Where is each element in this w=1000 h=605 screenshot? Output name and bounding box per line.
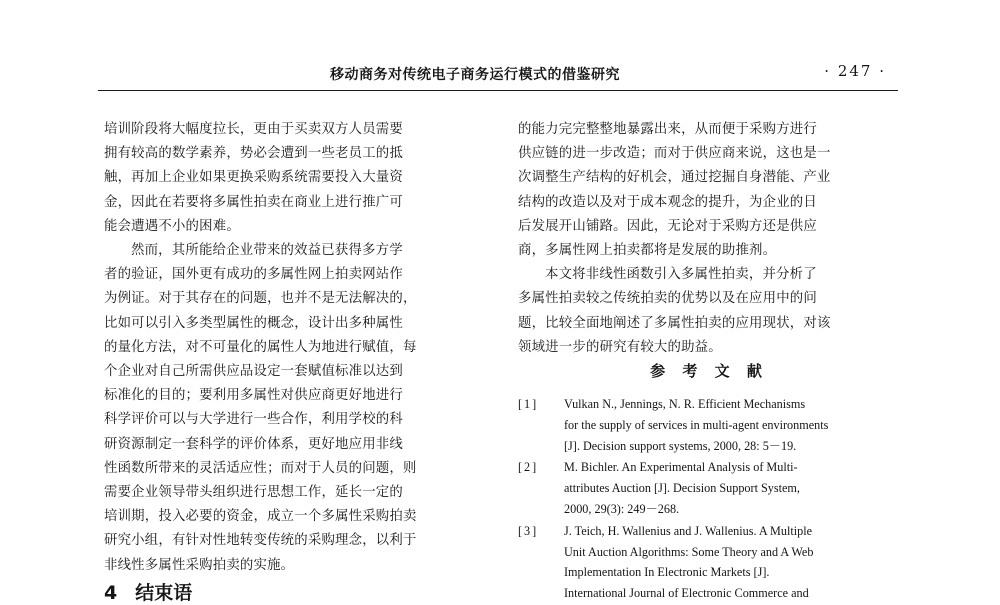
section-number: 4: [104, 582, 118, 604]
reference-line: M. Bichler. An Experimental Analysis of Multi-: [564, 460, 798, 475]
running-title: 移动商务对传统电子商务运行模式的借鉴研究: [330, 67, 620, 83]
left-paragraph-2: [104, 239, 482, 578]
text-line: 需要企业领导带头组织进行思想工作，延长一定的: [104, 485, 403, 501]
text-line: 次调整生产结构的好机会，通过挖掘自身潜能、产业: [518, 170, 831, 186]
text-line: 者的验证，国外更有成功的多属性网上拍卖网站作: [104, 267, 403, 283]
running-header: [98, 62, 898, 86]
text-line: 供应链的进一步改造；而对于供应商来说，这也是一: [518, 146, 831, 162]
references-heading: 参 考 文 献: [650, 362, 768, 380]
text-line: 比如可以引入多类型属性的概念，设计出多种属性: [104, 315, 403, 331]
section-title: 结束语: [135, 582, 193, 604]
right-paragraph-2: [518, 263, 900, 360]
text-line: 题，比较全面地阐述了多属性拍卖的应用现状，对该: [518, 315, 831, 331]
text-line: 的能力完完整整地暴露出来，从而便于采购方进行: [518, 122, 817, 137]
reference-line: for the supply of services in multi-agent environments: [564, 417, 829, 432]
text-line: 研究小组，有针对性地转变传统的采购理念，以利于: [104, 533, 417, 549]
text-line: 性函数所带来的灵活适应性；而对于人员的问题，则: [104, 460, 417, 476]
page-number: · 247 ·: [824, 62, 886, 80]
text-line: 为例证。对于其存在的问题，也并不是无法解决的，: [104, 291, 417, 307]
reference-number: [1]: [518, 397, 539, 411]
text-line: 培训期，投入必要的资金，成立一个多属性采购拍卖: [104, 509, 417, 525]
text-line: 本文将非线性函数引入多属性拍卖，并分析了: [545, 267, 817, 283]
text-line: 研资源制定一套科学的评价体系，更好地应用非线: [104, 436, 403, 452]
text-line: 科学评价可以与大学进行一些合作，利用学校的科: [104, 412, 403, 428]
text-line: 能会遭遇不小的困难。: [104, 218, 240, 234]
section-heading: [104, 578, 192, 605]
text-line: 后发展开山铺路。因此，无论对于采购方还是供应: [518, 218, 817, 234]
left-paragraph-1: [104, 118, 482, 239]
text-line: 的量化方法，对不可量化的属性人为地进行赋值，每: [104, 339, 417, 355]
references-list: [518, 394, 903, 605]
text-line: 商，多属性网上拍卖都将是发展的助推剂。: [518, 243, 777, 259]
reference-number: [3]: [518, 523, 539, 538]
reference-line: 2000, 29(3): 249－268.: [564, 501, 680, 516]
reference-line: Vulkan N., Jennings, N. R. Efficient Mechanisms: [564, 397, 806, 411]
reference-line: International Journal of Electronic Commerce and: [564, 586, 809, 601]
text-line: 多属性拍卖较之传统拍卖的优势以及在应用中的问: [518, 291, 817, 307]
header-rule: [98, 90, 898, 91]
reference-item: [518, 457, 903, 519]
reference-line: J. Teich, H. Wallenius and J. Wallenius. A Multiple: [564, 523, 813, 538]
text-line: 非线性多属性采购拍卖的实施。: [104, 557, 295, 573]
reference-line: attributes Auction [J]. Decision Support System,: [564, 481, 800, 496]
text-line: 然而，其所能给企业带来的效益已获得多方学: [131, 243, 403, 259]
reference-line: Implementation In Electronic Markets [J].: [564, 565, 770, 580]
text-line: 个企业对自己所需供应品设定一套赋值标准以达到: [104, 364, 403, 380]
text-line: 培训阶段将大幅度拉长，更由于买卖双方人员需要: [104, 122, 403, 137]
right-column: [518, 118, 900, 360]
reference-item: [518, 394, 903, 456]
reference-line: [J]. Decision support systems, 2000, 28: 5－19.: [564, 438, 797, 453]
left-column: [104, 118, 482, 578]
right-paragraph-1: [518, 118, 900, 263]
text-line: 标准化的目的；要利用多属性对供应商更好地进行: [104, 388, 403, 404]
text-line: 结构的改造以及对于成本观念的提升，为企业的日: [518, 194, 817, 210]
text-line: 拥有较高的数学素养，势必会遭到一些老员工的抵: [104, 146, 403, 162]
reference-number: [2]: [518, 460, 539, 475]
text-line: 金，因此在若要将多属性拍卖在商业上进行推广可: [104, 194, 403, 210]
reference-item: [518, 521, 903, 604]
reference-line: Unit Auction Algorithms: Some Theory and A Web: [564, 544, 814, 559]
text-line: 领域进一步的研究有较大的助益。: [518, 339, 722, 355]
text-line: 触，再加上企业如果更换采购系统需要投入大量资: [104, 170, 403, 186]
